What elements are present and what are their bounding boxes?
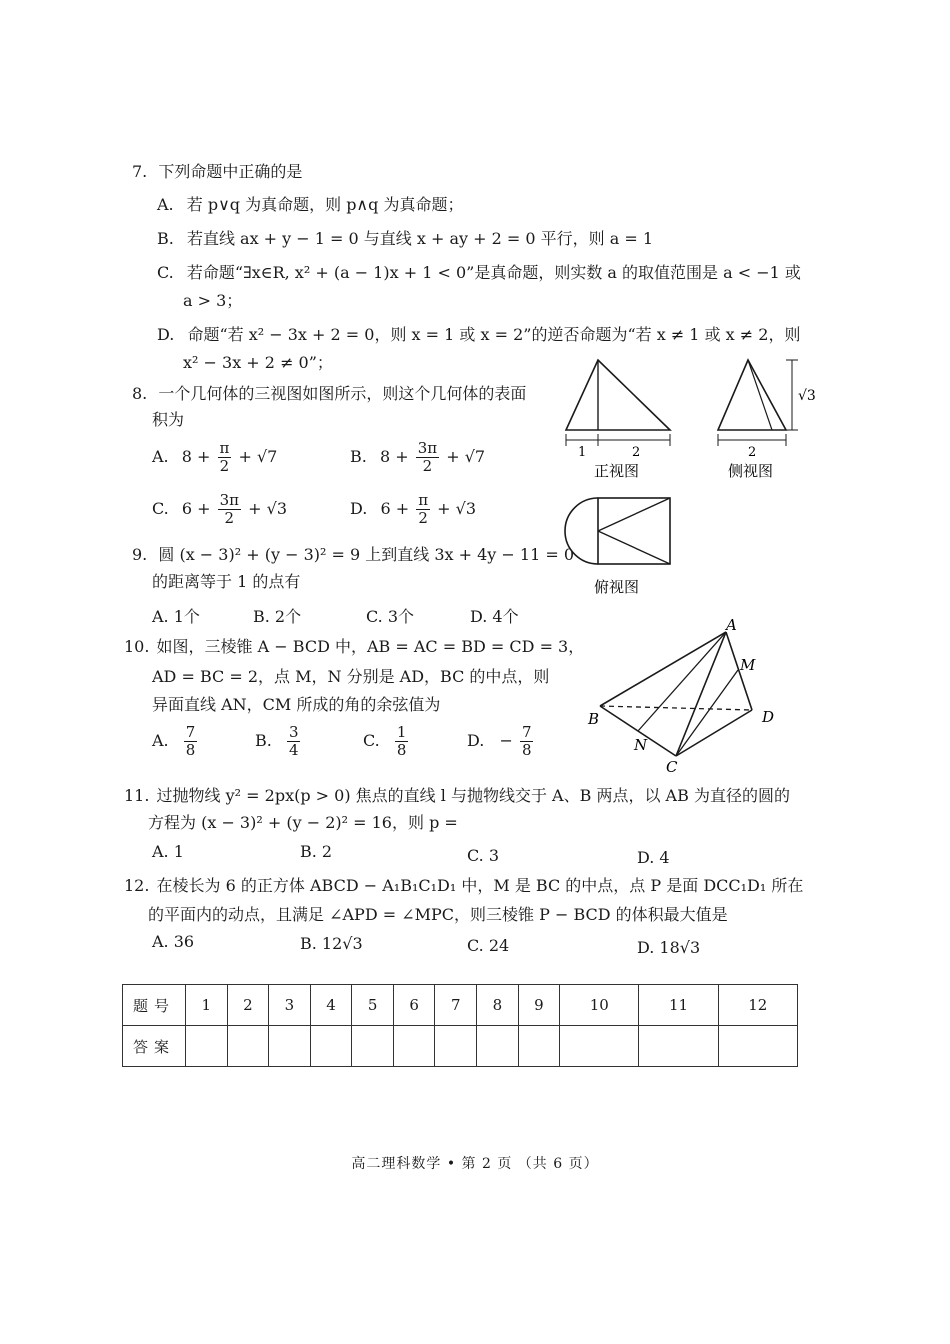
q8-stem-1 <box>132 383 526 405</box>
q11-stem-2: 方程为 (x − 3)² + (y − 2)² = 16，则 p = <box>148 813 458 832</box>
q10-option-a <box>152 724 199 759</box>
q12-option-c: C. 24 <box>467 936 510 955</box>
answer-cell[interactable] <box>639 1026 718 1067</box>
q10-option-a-num: 7 <box>185 723 196 741</box>
point-n-label: N <box>634 736 648 754</box>
q12-option-a: A. 36 <box>152 932 195 951</box>
q8-option-b <box>350 440 485 475</box>
question-number-cell: 4 <box>310 985 352 1026</box>
q8-option-a <box>152 440 277 475</box>
question-number-cell: 3 <box>269 985 311 1026</box>
q8-option-d-label: D. <box>350 499 368 518</box>
question-number-cell: 1 <box>186 985 228 1026</box>
q9-stem-text: 圆 (x − 3)² + (y − 3)² = 9 上到直线 3x + 4y − 11 = 0 <box>158 545 575 564</box>
q8-option-d-num: π <box>418 491 429 509</box>
page-footer: 高二理科数学 • 第 2 页 （共 6 页） <box>351 1156 599 1172</box>
q10-option-c-fraction <box>395 724 409 759</box>
q7-option-b <box>157 228 653 250</box>
q8-option-b-fraction <box>416 440 439 475</box>
q9-number: 9. <box>132 545 148 564</box>
q7-option-d-label: D. <box>157 325 175 344</box>
q7-option-c-cont: a > 3； <box>183 291 243 310</box>
question-number-cell: 8 <box>477 985 519 1026</box>
question-number-cell: 9 <box>518 985 560 1026</box>
q10-option-b <box>255 724 302 759</box>
q12-stem-2: 的平面内的动点，且满足 ∠APD = ∠MPC，则三棱锥 P − BCD 的体积最大值是 <box>148 905 728 924</box>
q10-option-b-fraction <box>287 724 301 759</box>
q10-number: 10. <box>124 637 150 656</box>
q11-number: 11. <box>124 786 150 805</box>
q8-option-c-post: + √3 <box>248 499 287 518</box>
side-view-label: 侧视图 <box>728 462 774 480</box>
q7-stem <box>132 161 302 183</box>
edge-cd <box>676 710 752 756</box>
point-m-label: M <box>740 656 756 674</box>
q10-option-c-label: C. <box>363 731 380 750</box>
q8-option-a-post: + √7 <box>238 447 278 466</box>
q10-option-d-label: D. <box>467 731 485 750</box>
answer-cell[interactable] <box>186 1026 228 1067</box>
front-dim-left-label: 1 <box>578 445 587 460</box>
q7-option-a <box>157 194 463 216</box>
q10-option-b-den: 4 <box>288 741 299 759</box>
answer-table <box>122 984 798 1067</box>
q10-tetrahedron-figure <box>584 614 814 774</box>
side-width-label: 2 <box>748 445 757 460</box>
q10-option-d <box>467 724 535 759</box>
q12-option-b: B. 12√3 <box>300 934 363 953</box>
q8-option-a-label: A. <box>152 447 169 466</box>
q10-option-d-sign: − <box>499 731 513 750</box>
edge-ab <box>600 632 726 706</box>
q8-option-b-den: 2 <box>422 457 433 475</box>
front-dim-right-label: 2 <box>632 445 641 460</box>
q10-option-c-num: 1 <box>396 723 407 741</box>
answer-header: 答案 <box>123 1026 186 1067</box>
answer-cell[interactable] <box>227 1026 269 1067</box>
question-number-cell: 6 <box>393 985 435 1026</box>
segment-an <box>638 632 726 731</box>
q10-option-c <box>363 724 410 759</box>
q8-option-a-den: 2 <box>219 457 230 475</box>
q7-option-d-text: 命题“若 x² − 3x + 2 = 0，则 x = 1 或 x = 2”的逆否命题为“若 x ≠ 1 或 x ≠ 2，则 <box>187 325 801 344</box>
q7-option-a-label: A. <box>157 195 174 214</box>
q7-number: 7. <box>132 162 148 181</box>
q10-stem-2: AD = BC = 2，点 M，N 分别是 AD，BC 的中点，则 <box>152 667 550 686</box>
q10-option-c-den: 8 <box>396 741 407 759</box>
front-view-label: 正视图 <box>594 462 640 480</box>
top-view-label: 俯视图 <box>594 578 640 596</box>
q8-option-d-den: 2 <box>418 509 428 527</box>
q11-option-d: D. 4 <box>637 848 670 867</box>
side-view-inner-line <box>748 360 772 430</box>
q9-option-a: A. 1个 <box>152 607 200 626</box>
q8-option-d-fraction <box>416 492 430 527</box>
q12-option-d: D. 18√3 <box>637 938 701 957</box>
q12-number: 12. <box>124 876 150 895</box>
top-view-line-upper <box>598 498 670 531</box>
q10-stem-3: 异面直线 AN，CM 所成的角的余弦值为 <box>152 695 441 714</box>
q10-option-d-fraction <box>520 724 534 759</box>
q11-stem-1 <box>124 785 790 807</box>
question-number-cell: 12 <box>718 985 797 1026</box>
q9-option-d: D. 4个 <box>470 607 519 626</box>
front-view-triangle <box>566 360 670 430</box>
q8-option-c-pre: 6 + <box>181 499 211 518</box>
q11-option-c: C. 3 <box>467 846 500 865</box>
q10-option-a-label: A. <box>152 731 169 750</box>
q8-option-d-post: + √3 <box>437 499 477 518</box>
q8-number: 8. <box>132 384 148 403</box>
q7-option-a-text: 若 p∨q 为真命题，则 p∧q 为真命题； <box>186 195 464 214</box>
q12-stem-text-1: 在棱长为 6 的正方体 ABCD − A₁B₁C₁D₁ 中，M 是 BC 的中点，点 P 是面 DCC₁D₁ 所在 <box>156 876 804 895</box>
question-number-cell: 7 <box>435 985 477 1026</box>
q9-option-c: C. 3个 <box>366 607 415 626</box>
answer-cell[interactable] <box>269 1026 311 1067</box>
q7-option-c-text: 若命题“∃x∈R, x² + (a − 1)x + 1 < 0”是真命题，则实数 a 的取值范围是 a < −1 或 <box>186 263 801 282</box>
question-number-cell: 10 <box>560 985 639 1026</box>
q11-option-a: A. 1 <box>152 842 184 861</box>
q9-stem-2: 的距离等于 1 的点有 <box>152 572 301 591</box>
answer-cell[interactable] <box>352 1026 394 1067</box>
q7-option-b-text: 若直线 ax + y − 1 = 0 与直线 x + ay + 2 = 0 平行，则 a = 1 <box>186 229 654 248</box>
q11-stem-text-1: 过抛物线 y² = 2px(p > 0) 焦点的直线 l 与抛物线交于 A、B 两点，以 AB 为直径的圆的 <box>156 786 790 805</box>
q8-option-a-pre: 8 + <box>181 447 211 466</box>
question-number-header: 题号 <box>123 985 186 1026</box>
q8-option-c-label: C. <box>152 499 169 518</box>
answer-cell[interactable] <box>518 1026 560 1067</box>
q7-option-d <box>157 324 800 346</box>
q8-option-b-num: 3π <box>417 439 438 457</box>
q7-stem-text: 下列命题中正确的是 <box>158 162 303 181</box>
q8-option-a-fraction <box>218 440 232 475</box>
q9-option-b: B. 2个 <box>253 607 302 626</box>
answer-cell[interactable] <box>718 1026 797 1067</box>
answer-cell[interactable] <box>310 1026 352 1067</box>
top-view-line-lower <box>598 531 670 564</box>
q7-option-c-label: C. <box>157 263 174 282</box>
q8-option-a-num: π <box>219 439 230 457</box>
q8-option-b-label: B. <box>350 447 367 466</box>
q10-stem-text-1: 如图，三棱锥 A − BCD 中，AB = AC = BD = CD = 3， <box>156 637 585 656</box>
edge-ac <box>676 632 726 756</box>
q8-stem-text: 一个几何体的三视图如图所示，则这个几何体的表面 <box>158 384 527 403</box>
q8-option-d <box>350 492 476 527</box>
q8-option-c-fraction <box>218 492 241 527</box>
q7-option-b-label: B. <box>157 229 174 248</box>
q8-option-c-num: 3π <box>219 491 240 509</box>
q10-option-b-label: B. <box>255 731 272 750</box>
q10-option-b-num: 3 <box>288 723 299 741</box>
q7-option-c <box>157 262 801 284</box>
q10-option-a-den: 8 <box>185 741 196 759</box>
answer-cell[interactable] <box>477 1026 519 1067</box>
q10-option-d-num: 7 <box>521 723 532 741</box>
q7-option-d-cont: x² − 3x + 2 ≠ 0”； <box>183 353 333 372</box>
q8-option-c <box>152 492 287 527</box>
answer-table-answer-row <box>123 1026 798 1067</box>
q8-stem-2: 积为 <box>152 410 185 429</box>
q8-option-c-den: 2 <box>224 509 235 527</box>
vertex-d-label: D <box>762 708 775 726</box>
segment-cm <box>676 670 738 756</box>
vertex-c-label: C <box>666 758 678 774</box>
answer-cell[interactable] <box>560 1026 639 1067</box>
answer-table-number-row <box>123 985 798 1026</box>
q8-option-b-post: + √7 <box>446 447 486 466</box>
q10-stem-1 <box>124 636 584 658</box>
vertex-a-label: A <box>726 616 737 634</box>
q9-stem-1 <box>132 544 574 566</box>
edge-bd-hidden <box>600 706 752 710</box>
top-view-rectangle <box>598 498 670 564</box>
answer-cell[interactable] <box>393 1026 435 1067</box>
q8-option-d-pre: 6 + <box>380 499 410 518</box>
question-number-cell: 2 <box>227 985 269 1026</box>
q12-stem-1 <box>124 875 803 897</box>
side-height-label: √3 <box>798 388 816 404</box>
question-number-cell: 11 <box>639 985 718 1026</box>
answer-cell[interactable] <box>435 1026 477 1067</box>
q10-option-a-fraction <box>184 724 198 759</box>
q11-option-b: B. 2 <box>300 842 333 861</box>
vertex-b-label: B <box>588 710 600 728</box>
q10-option-d-den: 8 <box>521 741 532 759</box>
q8-option-b-pre: 8 + <box>379 447 409 466</box>
q8-three-view-figure <box>552 352 842 602</box>
question-number-cell: 5 <box>352 985 394 1026</box>
